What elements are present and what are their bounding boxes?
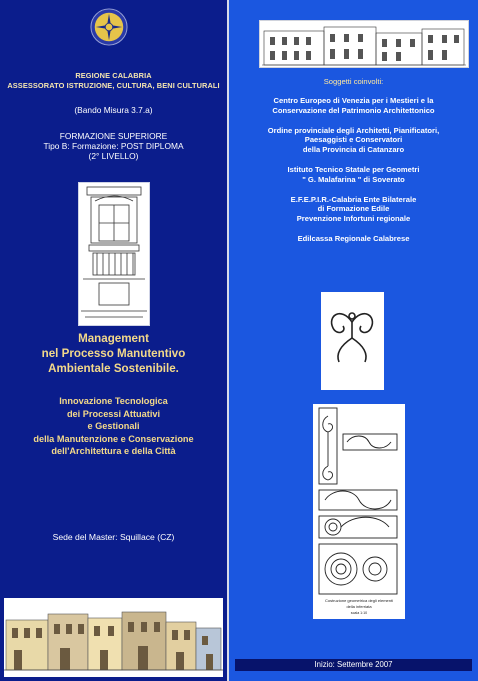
- partner-line: E.F.E.P.I.R.-Calabria Ente Bilaterale: [290, 194, 417, 204]
- course-subtitle-line-5: dell'Architettura e della Città: [51, 446, 176, 456]
- drawing-caption-line-2: della inferriata: [346, 604, 372, 609]
- grille-construction-drawing: [313, 404, 405, 619]
- region-name: REGIONE CALABRIA: [75, 71, 152, 80]
- partner-item: [229, 126, 478, 155]
- partner-item: [229, 165, 478, 185]
- partner-item: [229, 195, 478, 224]
- drawing-caption-line-1: Costruzione geometrica degli elementi: [324, 598, 394, 603]
- facade-drawing: [78, 182, 150, 326]
- start-date-banner: Inizio: Settembre 2007: [235, 659, 472, 671]
- ironwork-ornament-drawing: [321, 292, 384, 390]
- partner-line: Conservazione del Patrimonio Architettonico: [272, 105, 435, 115]
- formazione-info: [0, 131, 227, 161]
- course-subtitle-line-1: Innovazione Tecnologica: [59, 396, 168, 406]
- formazione-line-1: FORMAZIONE SUPERIORE: [59, 131, 168, 141]
- course-title: [0, 331, 227, 376]
- partner-line: Istituto Tecnico Statale per Geometri: [287, 164, 420, 174]
- course-subtitle-line-2: dei Processi Attuativi: [66, 408, 161, 419]
- course-subtitle-line-4: della Manutenzione e Conservazione: [33, 433, 194, 444]
- partner-line: Paesaggisti e Conservatori: [304, 135, 403, 145]
- partner-line: Centro Europeo di Venezia per i Mestieri e la: [273, 96, 434, 105]
- partner-line: Prevenzione Infortuni regionale: [296, 214, 411, 224]
- soggetti-heading: Soggetti coinvolti:: [323, 77, 384, 86]
- partner-item: [229, 234, 478, 244]
- course-title-line-2: nel Processo Manutentivo: [41, 347, 186, 360]
- regione-calabria-emblem: [90, 8, 128, 46]
- partner-line: Edilcassa Regionale Calabrese: [297, 233, 410, 243]
- left-panel: [0, 0, 229, 681]
- formazione-line-2: Tipo B: Formazione: POST DIPLOMA: [43, 141, 184, 151]
- course-subtitle-line-3: e Gestionali: [87, 421, 140, 431]
- building-elevation-drawing: [259, 20, 469, 68]
- partner-line: di Formazione Edile: [317, 204, 390, 214]
- region-department: ASSESSORATO ISTRUZIONE, CULTURA, BENI CULTURALI: [7, 81, 220, 90]
- partner-line: Ordine provinciale degli Architetti, Pianificatori,: [267, 125, 440, 135]
- drawing-caption-line-3: scala 1:10: [350, 611, 368, 615]
- master-location: Sede del Master: Squillace (CZ): [52, 532, 175, 542]
- course-subtitle: [0, 395, 227, 458]
- course-title-line-3: Ambientale Sostenibile.: [48, 362, 179, 375]
- partner-line: della Provincia di Catanzaro: [302, 145, 405, 155]
- course-title-line-1: Management: [78, 332, 149, 345]
- street-elevation-drawing: [4, 598, 223, 677]
- partner-line: " G. Malafarina " di Soverato: [302, 174, 405, 184]
- right-panel: [229, 0, 478, 681]
- partner-item: [229, 96, 478, 116]
- formazione-line-3: (2° LIVELLO): [88, 151, 139, 161]
- region-heading: [0, 71, 227, 91]
- bando-label: (Bando Misura 3.7.a): [74, 105, 153, 115]
- partner-list: [229, 96, 478, 254]
